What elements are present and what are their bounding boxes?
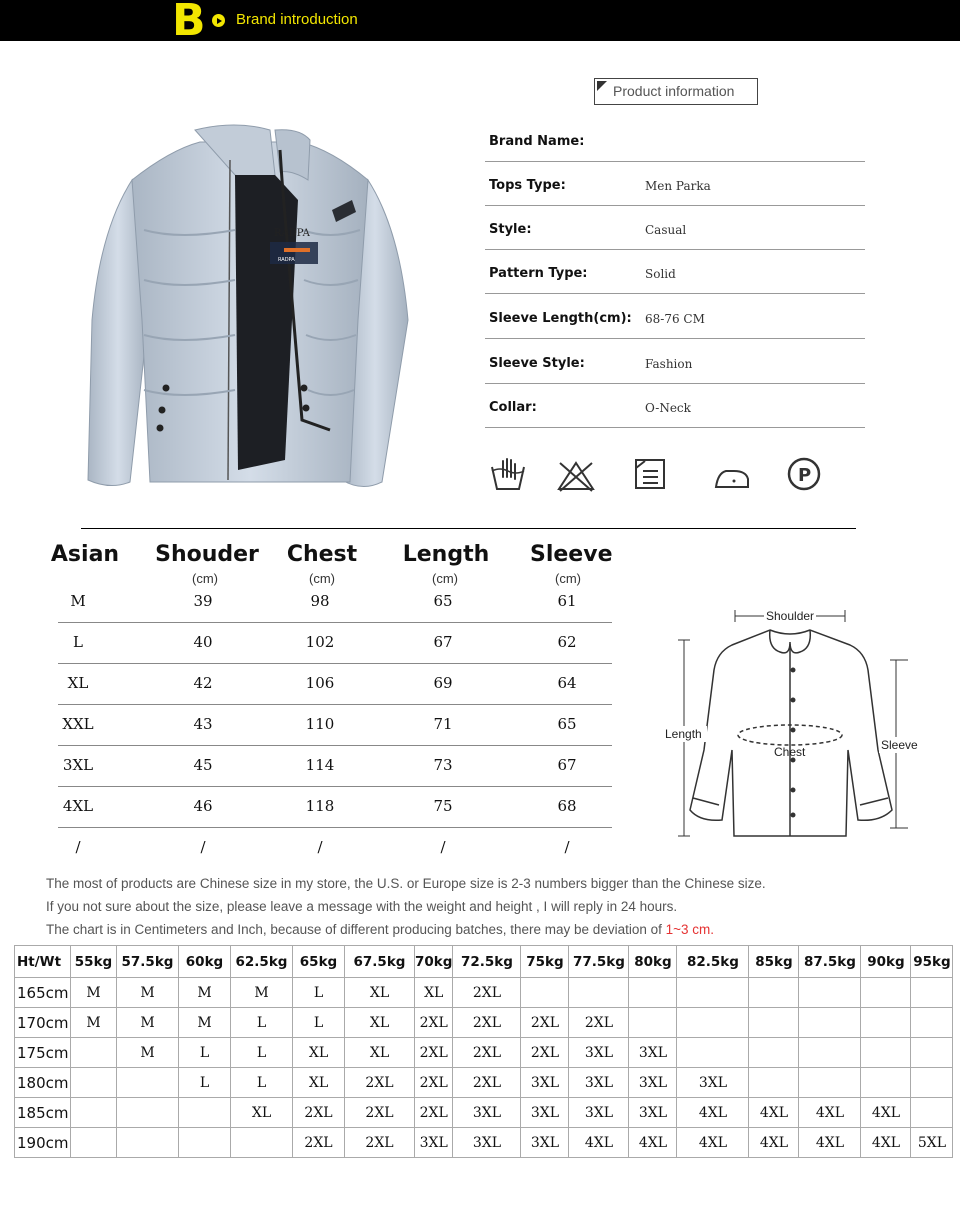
product-information-label: Product information	[594, 78, 758, 105]
height-weight-table	[14, 945, 953, 1158]
brand-banner	[0, 0, 960, 46]
dry-clean-p-icon	[785, 455, 825, 495]
table-row: 185cm XL 2XL 2XL 2XL 3XL 3XL 3XL 3XL 4XL 4XL 4XL 4XL	[15, 1098, 953, 1128]
size-row: L 40 102 67 62	[58, 623, 612, 664]
measurement-diagram	[660, 600, 930, 850]
spec-row-collar: Collar: O-Neck	[485, 384, 865, 428]
unit-shoulder: (cm)	[192, 571, 218, 586]
svg-text:P: P	[798, 465, 812, 486]
spec-row-style: Style: Casual	[485, 206, 865, 250]
table-row: 165cm M M M M L XL XL 2XL	[15, 978, 953, 1008]
deviation-value: 1~3 cm.	[665, 922, 715, 937]
diagram-label-shoulder: Shoulder	[766, 609, 815, 623]
table-row: 170cm M M M L L XL 2XL 2XL 2XL 2XL	[15, 1008, 953, 1038]
size-note-3: The chart is in Centimeters and Inch, because of different producing batches, there may be deviation of 1~3 cm.	[46, 922, 715, 937]
unit-length: (cm)	[432, 571, 458, 586]
size-note-2: If you not sure about the size, please leave a message with the weight and height , I will reply in 24 hours.	[46, 899, 678, 914]
size-row: XXL 43 110 71 65	[58, 705, 612, 746]
table-row: 180cm L L XL 2XL 2XL 2XL 3XL 3XL 3XL 3XL	[15, 1068, 953, 1098]
unit-sleeve: (cm)	[555, 571, 581, 586]
jacket-product-image	[70, 120, 430, 500]
do-not-bleach-icon	[556, 455, 596, 495]
jacket-logo-text: RADPA	[274, 228, 310, 239]
table-row: 190cm 2XL 2XL 3XL 3XL 3XL 4XL 4XL 4XL 4XL 4XL 4XL 5XL	[15, 1128, 953, 1158]
play-bullet-icon	[212, 14, 225, 27]
table-row: 175cm M L L XL XL 2XL 2XL 2XL 3XL 3XL	[15, 1038, 953, 1068]
section-divider	[81, 528, 856, 529]
tumble-dry-icon	[631, 455, 671, 495]
spec-row-sleeve-style: Sleeve Style: Fashion	[485, 340, 865, 384]
size-row: 3XL 45 114 73 67	[58, 746, 612, 787]
size-header-length: Length	[402, 542, 490, 567]
size-row: 4XL 46 118 75 68	[58, 787, 612, 828]
banner-letter: B	[172, 0, 206, 46]
unit-chest: (cm)	[309, 571, 335, 586]
spec-row-sleeve-length: Sleeve Length(cm): 68-76 CM	[485, 295, 865, 339]
size-row: / / / / /	[75, 838, 570, 856]
diagram-label-length: Length	[665, 727, 702, 741]
size-header-asian: Asian	[50, 542, 120, 567]
size-header-chest: Chest	[286, 542, 358, 567]
size-note-1: The most of products are Chinese size in my store, the U.S. or Europe size is 2-3 numbers bigger than the Chinese size.	[46, 876, 766, 891]
spec-row-tops-type: Tops Type: Men Parka	[485, 162, 865, 206]
size-row: XL 42 106 69 64	[58, 664, 612, 705]
size-row: M 39 98 65 61	[58, 582, 612, 623]
hand-wash-icon	[488, 455, 528, 495]
banner-title: Brand introduction	[236, 11, 358, 28]
spec-row-brand-name: Brand Name:	[485, 118, 865, 162]
diagram-label-chest: Chest	[774, 745, 806, 759]
diagram-label-sleeve: Sleeve	[881, 738, 918, 752]
jacket-logo-subtext: RADPA	[278, 257, 295, 263]
size-header-sleeve: Sleeve	[530, 542, 613, 567]
iron-icon	[712, 455, 752, 495]
size-header-shoulder: Shouder	[155, 542, 259, 567]
spec-row-pattern-type: Pattern Type: Solid	[485, 250, 865, 294]
table-header-row: Ht/Wt 55kg 57.5kg 60kg 62.5kg 65kg 67.5kg 70kg 72.5kg 75kg 77.5kg 80kg 82.5kg 85kg 87.5kg 90kg 95kg	[15, 946, 953, 978]
